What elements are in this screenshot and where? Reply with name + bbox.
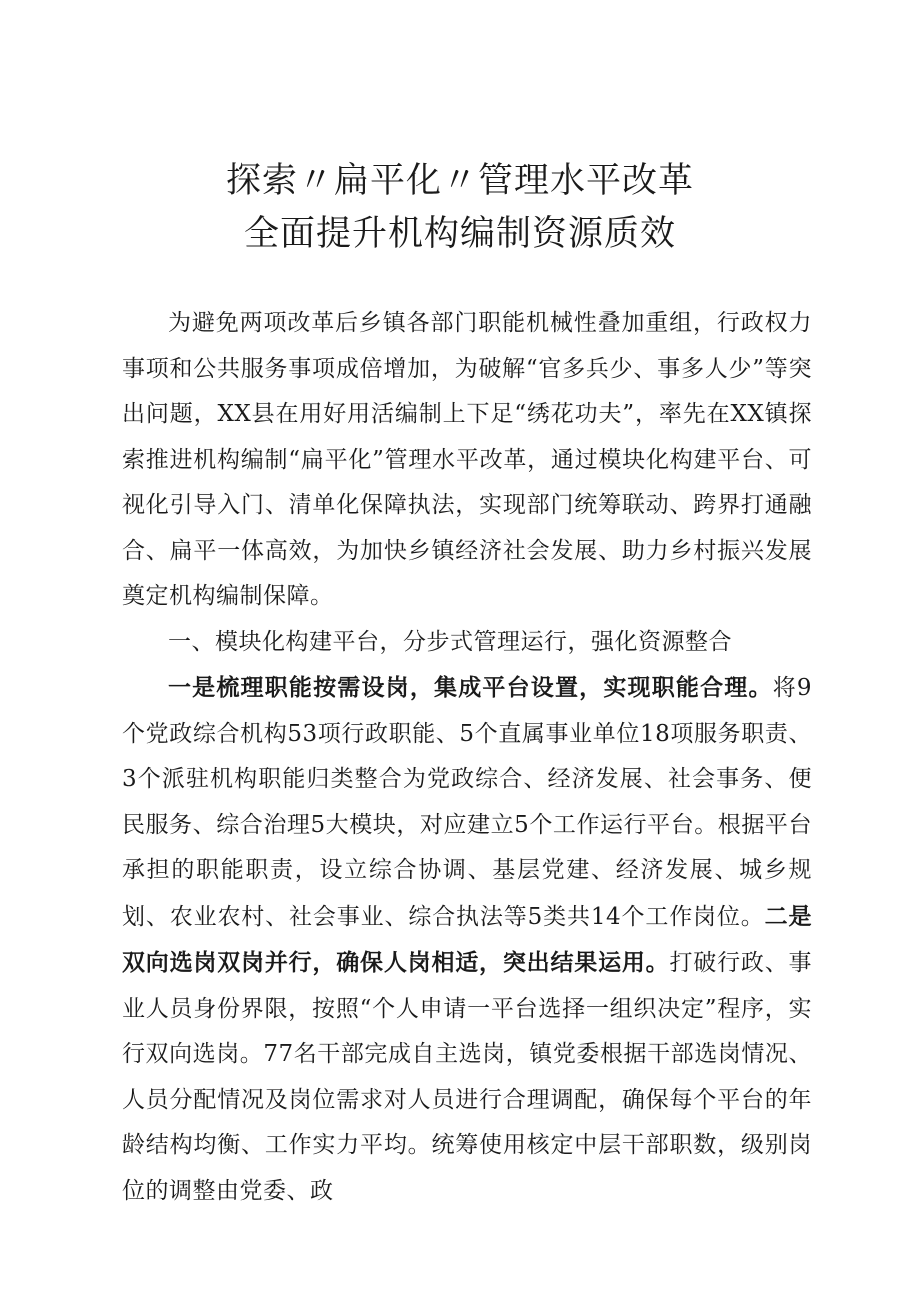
point-2-text: 打破行政、事业人员身份界限，按照“个人申请一平台选择一组织决定”程序，实行双向选岗。77名干部完成自主选岗，镇党委根据干部选岗情况、人员分配情况及岗位需求对人员进行合理调配，确保每个平台的年龄结构均衡、工作实力平均。统筹使用核定中层干部职数，级别岗位的调整由党委、政 [122, 950, 813, 1204]
document-title-line-2: 全面提升机构编制资源质效 [243, 214, 676, 254]
point-1-lead: 一是梳理职能按需设岗，集成平台设置，实现职能合理。 [168, 674, 773, 701]
intro-paragraph: 为避免两项改革后乡镇各部门职能机械性叠加重组，行政权力事项和公共服务事项成倍增加，为破解“官多兵少、事多人少”等突出问题，XX县在用好用活编制上下足“绣花功夫”，率先在XX镇探索推进机构编制“扁平化”管理水平改革，通过模块化构建平台、可视化引导入门、清单化保障执法，实现部门统筹联动、跨界打通融合、扁平一体高效，为加快乡镇经济社会发展、助力乡村振兴发展奠定机构编制保障。 [122, 310, 812, 609]
point-2-lead: 二是双向选岗双岗并行，确保人岗相适，突出结果运用。 [122, 902, 813, 976]
section-1-paragraph [122, 665, 812, 1214]
section-heading-1: 一、模块化构建平台，分步式管理运行，强化资源整合 [168, 628, 732, 655]
document-title-line-1: 探索〃扁平化〃管理水平改革 [225, 161, 694, 201]
document-body [122, 301, 812, 1214]
point-1-text: 将9个党政综合机构53项行政职能、5个直属事业单位18项服务职责、3个派驻机构职能归类整合为党政综合、经济发展、社会事务、便民服务、综合治理5大模块，对应建立5个工作运行平台。根据平台承担的职能职责，设立综合协调、基层党建、经济发展、城乡规划、农业农村、社会事业、综合执法等5类共14个工作岗位。 [122, 675, 813, 930]
